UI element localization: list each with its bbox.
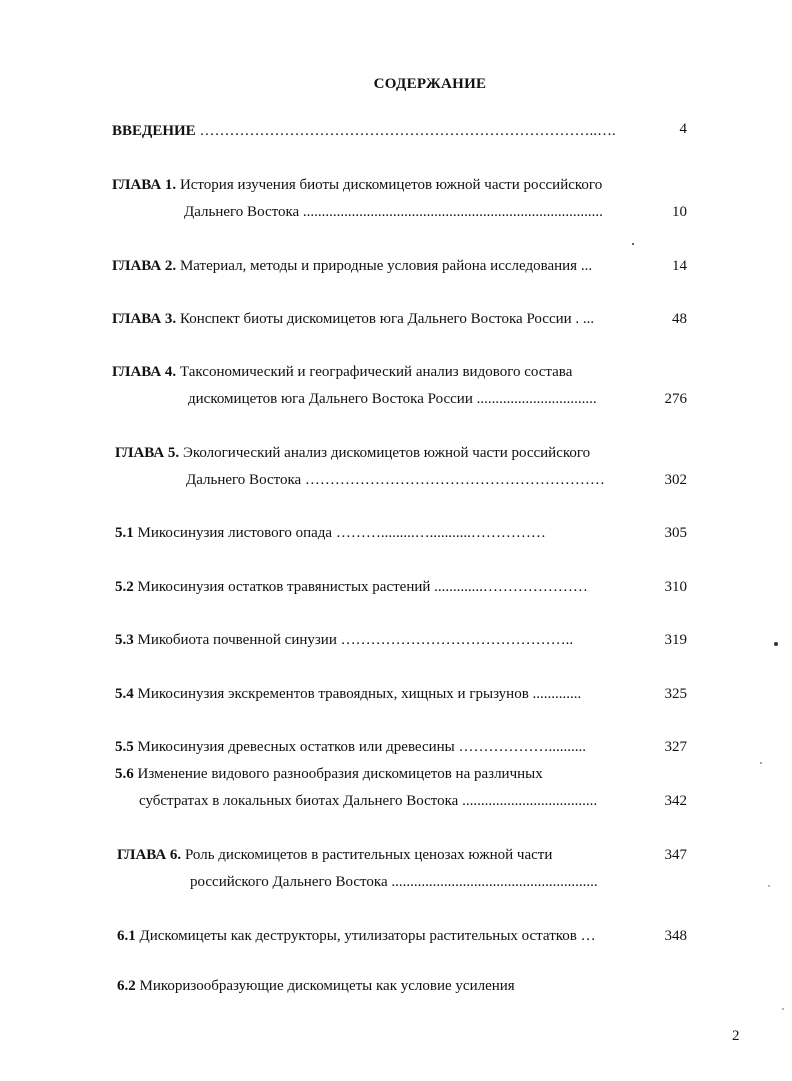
toc-entry-chapter-4-cont: дискомицетов юга Дальнего Востока России ................................ [188, 391, 597, 407]
scan-speck [774, 642, 778, 646]
toc-text: Микосинузия листового опада ……….........…...........…………… [133, 525, 546, 541]
toc-page-number: 342 [664, 793, 687, 809]
toc-text: Таксономический и географический анализ видового состава [176, 364, 573, 380]
toc-text: Экологический анализ дискомицетов южной части российского [179, 445, 591, 461]
toc-label: ГЛАВА 4. [112, 364, 177, 380]
toc-entry-chapter-6-cont: российского Дальнего Востока ....................................................... [190, 874, 598, 890]
toc-entry-section-5-6-cont: субстратах в локальных биотах Дальнего Востока .................................... [139, 793, 598, 809]
toc-text: Дискомицеты как деструкторы, утилизаторы растительных остатков … [135, 928, 596, 944]
toc-text: Роль дискомицетов в растительных ценозах южной части [181, 847, 553, 863]
toc-entry-section-6-1 [117, 927, 596, 945]
toc-label: ГЛАВА 1. [112, 177, 177, 193]
toc-entry-chapter-2 [112, 257, 592, 275]
toc-label: ВВЕДЕНИЕ [112, 123, 196, 139]
toc-label: 5.3 [115, 632, 134, 648]
toc-entry-chapter-3 [112, 310, 594, 328]
toc-label: ГЛАВА 3. [112, 311, 177, 327]
toc-text: Микосинузия экскрементов травоядных, хищных и грызунов ............. [133, 686, 582, 702]
toc-page-number: 4 [679, 121, 687, 137]
toc-page-number: 319 [664, 632, 687, 648]
scan-speck [760, 762, 762, 764]
toc-entry-section-5-4 [115, 685, 581, 703]
toc-entry-section-5-1 [115, 524, 546, 542]
toc-page-number: 347 [664, 847, 687, 863]
toc-label: ГЛАВА 6. [117, 847, 182, 863]
scan-speck [782, 1008, 784, 1010]
toc-page-number: 305 [664, 525, 687, 541]
toc-text: Микоризообразующие дискомицеты как условие усиления [135, 978, 515, 994]
toc-label: ГЛАВА 2. [112, 258, 177, 274]
toc-text: Изменение видового разнообразия дискомицетов на различных [133, 766, 543, 782]
toc-entry-section-5-5 [115, 738, 586, 756]
toc-page-number: 302 [664, 472, 687, 488]
toc-label: 5.1 [115, 525, 134, 541]
toc-page-number: 327 [664, 739, 687, 755]
toc-label: 6.1 [117, 928, 136, 944]
toc-page-number: 14 [672, 258, 687, 274]
page-title: СОДЕРЖАНИЕ [373, 76, 487, 92]
toc-label: 6.2 [117, 978, 136, 994]
page-number: 2 [732, 1028, 740, 1044]
toc-text: История изучения биоты дискомицетов южной части российского [176, 177, 603, 193]
toc-entry-chapter-1-cont: Дальнего Востока ................................................................................ [184, 204, 603, 220]
toc-entry-section-5-2 [115, 578, 588, 596]
toc-label: 5.4 [115, 686, 134, 702]
toc-text: Материал, методы и природные условия района исследования ... [176, 258, 593, 274]
toc-page-number: 10 [672, 204, 687, 220]
scan-speck [632, 243, 634, 245]
toc-label: ГЛАВА 5. [115, 445, 180, 461]
toc-text: Микосинузия древесных остатков или древесины ……………….......... [133, 739, 587, 755]
toc-label: 5.5 [115, 739, 134, 755]
toc-entry-chapter-5-cont: Дальнего Востока …………………………………………………… [186, 472, 605, 488]
toc-page-number: 325 [664, 686, 687, 702]
toc-page-number: 276 [664, 391, 687, 407]
toc-entry-introduction [112, 122, 616, 140]
toc-label: 5.2 [115, 579, 134, 595]
toc-page-number: 48 [672, 311, 687, 327]
toc-text: ……………………………………………………………………..…. [195, 123, 616, 139]
toc-entry-chapter-4 [112, 363, 572, 381]
toc-text: Микосинузия остатков травянистых растений .............………………… [133, 579, 588, 595]
toc-page-number: 348 [664, 928, 687, 944]
scan-speck [768, 885, 770, 887]
toc-entry-section-6-2 [117, 977, 515, 995]
toc-text: Микобиота почвенной синузии ……………………………………….. [133, 632, 574, 648]
toc-label: 5.6 [115, 766, 134, 782]
toc-entry-section-5-6 [115, 765, 543, 783]
toc-text: Конспект биоты дискомицетов юга Дальнего Востока России . ... [176, 311, 595, 327]
toc-entry-chapter-6 [117, 846, 552, 864]
toc-page-number: 310 [664, 579, 687, 595]
toc-entry-section-5-3 [115, 631, 573, 649]
toc-entry-chapter-1 [112, 176, 602, 194]
toc-entry-chapter-5 [115, 444, 590, 462]
